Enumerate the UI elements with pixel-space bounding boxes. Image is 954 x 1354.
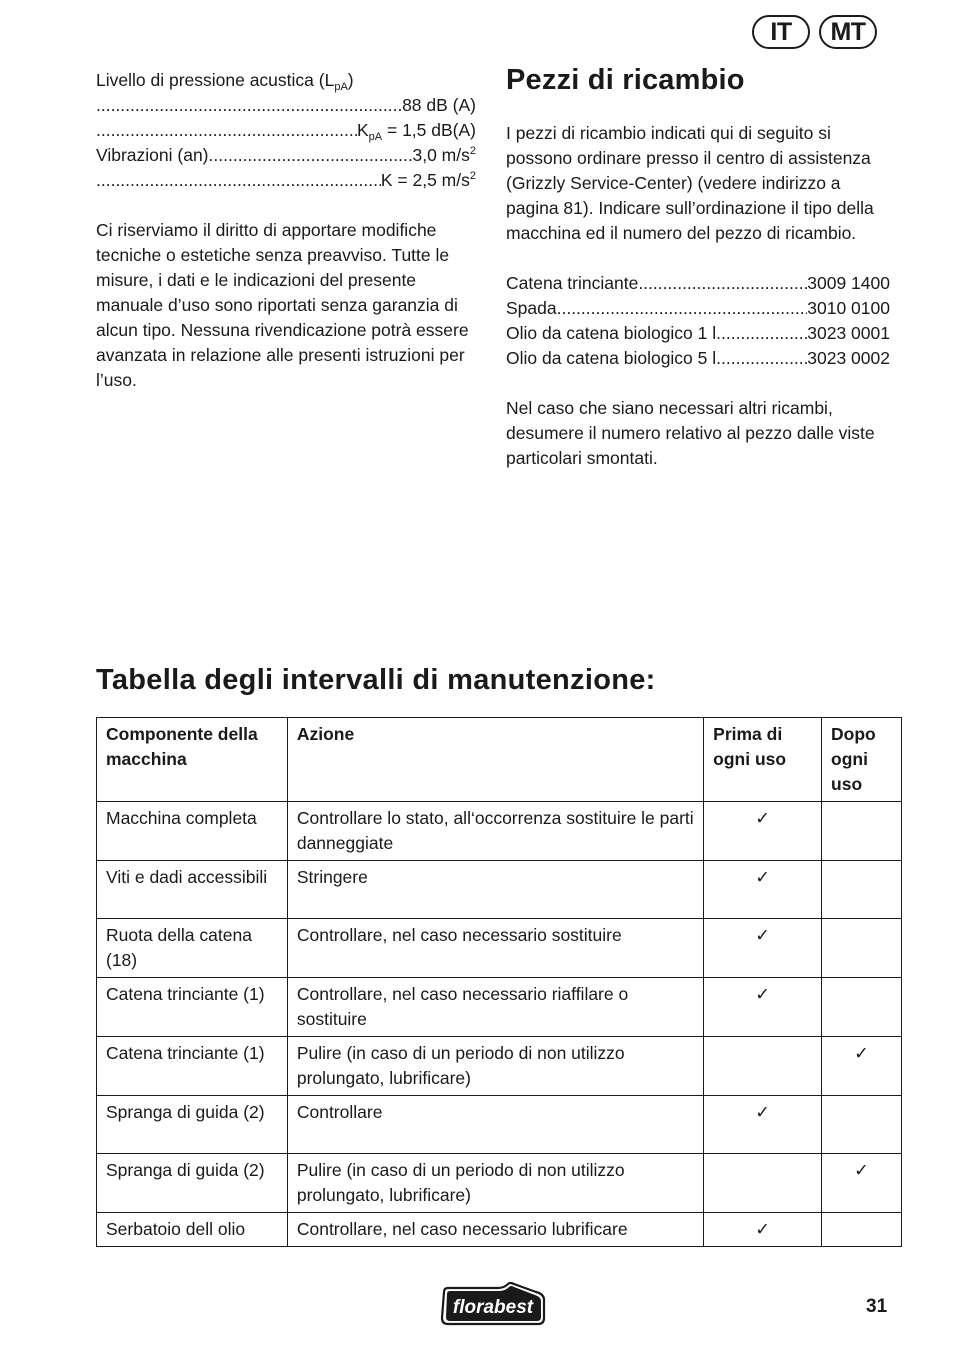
table-row — [97, 1154, 902, 1213]
part-code: 3009 1400 — [807, 273, 890, 293]
checkmark-icon: ✓ — [755, 867, 770, 887]
header-after-use: Dopo ogni uso — [822, 718, 902, 802]
part-code: 3023 0001 — [807, 323, 890, 343]
disclaimer — [96, 218, 476, 393]
cell-action: Pulire (in caso di un periodo di non utilizzo prolungato, lubrificare) — [287, 1154, 703, 1213]
checkmark-icon: ✓ — [755, 984, 770, 1004]
table-row — [97, 1037, 902, 1096]
spec-subscript: pA — [334, 81, 348, 93]
maintenance-table-title: Tabella degli intervalli di manutenzione: — [96, 664, 656, 696]
spare-parts-intro: I pezzi di ricambio indicati qui di seguito si possono ordinare presso il centro di assistenza (Grizzly Service-Center) (vedere indirizzo a pagina 81). Indicare sull’ordinazione il tipo della macchina ed il numero del pezzo di ricambio. — [506, 123, 874, 243]
cell-action: Controllare lo stato, all‘occorrenza sostituire le parti danneggiate — [287, 802, 703, 861]
cell-after-use — [822, 1154, 902, 1213]
spare-parts-title: Pezzi di ricambio — [506, 64, 745, 96]
cell-after-use — [822, 1096, 902, 1154]
checkmark-icon: ✓ — [755, 808, 770, 828]
part-code: 3023 0002 — [807, 348, 890, 368]
leader-dots — [96, 168, 381, 193]
cell-action: Controllare — [287, 1096, 703, 1154]
table-row — [97, 919, 902, 978]
cell-after-use — [822, 978, 902, 1037]
spec-vibration-uncertainty — [96, 168, 476, 193]
spec-superscript: 2 — [469, 170, 476, 182]
left-column — [96, 68, 476, 393]
checkmark-icon: ✓ — [755, 1102, 770, 1122]
spec-k-label: K — [356, 120, 369, 140]
cell-component: Spranga di guida (2) — [97, 1154, 288, 1213]
cell-action: Controllare, nel caso necessario sostituire — [287, 919, 703, 978]
spec-value: 88 dB (A) — [402, 95, 476, 115]
checkmark-icon: ✓ — [755, 925, 770, 945]
spec-label: Livello di pressione acustica (L — [96, 70, 335, 90]
leader-dots — [557, 296, 808, 321]
checkmark-icon: ✓ — [854, 1160, 869, 1180]
page-number: 31 — [866, 1296, 888, 1317]
list-item — [506, 346, 890, 371]
leader-dots — [716, 346, 807, 371]
cell-after-use — [822, 1037, 902, 1096]
cell-component: Viti e dadi accessibili — [97, 861, 288, 919]
table-row — [97, 1096, 902, 1154]
cell-action: Stringere — [287, 861, 703, 919]
table-header-row — [97, 718, 902, 802]
spare-parts-list — [506, 271, 890, 371]
spec-label: Vibrazioni (an) — [96, 145, 209, 165]
leader-dots — [96, 93, 402, 118]
spec-value: K = 2,5 m/s — [380, 170, 470, 190]
cell-component: Serbatoio dell olio — [97, 1213, 288, 1247]
spec-subscript: pA — [368, 131, 383, 143]
logo-text: florabest — [452, 1297, 534, 1318]
spec-sound-pressure-value — [96, 93, 476, 118]
table-row — [97, 1213, 902, 1247]
cell-after-use — [822, 919, 902, 978]
cell-after-use — [822, 802, 902, 861]
spec-label-end: ) — [347, 70, 354, 90]
part-code: 3010 0100 — [807, 298, 890, 318]
part-name: Catena trinciante — [506, 273, 639, 293]
spec-value: 3,0 m/s — [412, 145, 470, 165]
florabest-logo-graphic — [438, 1282, 548, 1326]
cell-component: Catena trinciante (1) — [97, 1037, 288, 1096]
list-item — [506, 296, 890, 321]
list-item — [506, 321, 890, 346]
leader-dots — [716, 321, 807, 346]
maintenance-table-body — [97, 802, 902, 1247]
cell-before-use — [704, 919, 822, 978]
header-action: Azione — [287, 718, 703, 802]
cell-before-use — [704, 802, 822, 861]
checkmark-icon: ✓ — [755, 1219, 770, 1239]
cell-action: Controllare, nel caso necessario lubrificare — [287, 1213, 703, 1247]
leader-dots — [209, 143, 413, 168]
spec-sound-pressure — [96, 68, 476, 93]
cell-component: Catena trinciante (1) — [97, 978, 288, 1037]
cell-action: Controllare, nel caso necessario riaffilare o sostituire — [287, 978, 703, 1037]
cell-before-use — [704, 1096, 822, 1154]
spec-superscript: 2 — [469, 145, 476, 157]
spare-parts-outro: Nel caso che siano necessari altri ricambi, desumere il numero relativo al pezzo dalle viste particolari smontati. — [506, 398, 875, 468]
maintenance-table — [96, 717, 902, 1247]
header-before-use: Prima di ogni uso — [704, 718, 822, 802]
cell-after-use — [822, 1213, 902, 1247]
part-name: Olio da catena biologico 1 l — [506, 323, 717, 343]
list-item — [506, 271, 890, 296]
part-name: Spada — [506, 298, 557, 318]
cell-before-use — [704, 1154, 822, 1213]
cell-after-use — [822, 861, 902, 919]
cell-before-use — [704, 861, 822, 919]
language-badge-it: IT — [752, 15, 810, 49]
checkmark-icon: ✓ — [854, 1043, 869, 1063]
cell-before-use — [704, 1213, 822, 1247]
spec-uncertainty — [96, 118, 476, 143]
leader-dots — [96, 118, 357, 143]
leader-dots — [638, 271, 807, 296]
cell-before-use — [704, 978, 822, 1037]
cell-component: Ruota della catena (18) — [97, 919, 288, 978]
part-name: Olio da catena biologico 5 l — [506, 348, 717, 368]
table-row — [97, 978, 902, 1037]
spec-value: = 1,5 dB(A) — [382, 120, 476, 140]
disclaimer-text: Ci riserviamo il diritto di apportare modifiche tecniche o estetiche senza preavviso. Tutte le misure, i dati e le indicazioni del presente manuale d’uso sono riportati senza garanzia di alcun tipo. Nessuna rivendicazione potrà essere avanzata in relazione alle presenti istruzioni per l’uso. — [96, 220, 469, 390]
florabest-logo — [438, 1282, 548, 1331]
table-row — [97, 861, 902, 919]
language-badge-mt: MT — [819, 15, 877, 49]
cell-action: Pulire (in caso di un periodo di non utilizzo prolungato, lubrificare) — [287, 1037, 703, 1096]
spare-parts-section — [506, 60, 890, 471]
header-component: Componente della macchina — [97, 718, 288, 802]
technical-specs — [96, 68, 476, 193]
table-row — [97, 802, 902, 861]
cell-component: Spranga di guida (2) — [97, 1096, 288, 1154]
cell-before-use — [704, 1037, 822, 1096]
language-badges — [752, 15, 877, 49]
cell-component: Macchina completa — [97, 802, 288, 861]
spec-vibration — [96, 143, 476, 168]
